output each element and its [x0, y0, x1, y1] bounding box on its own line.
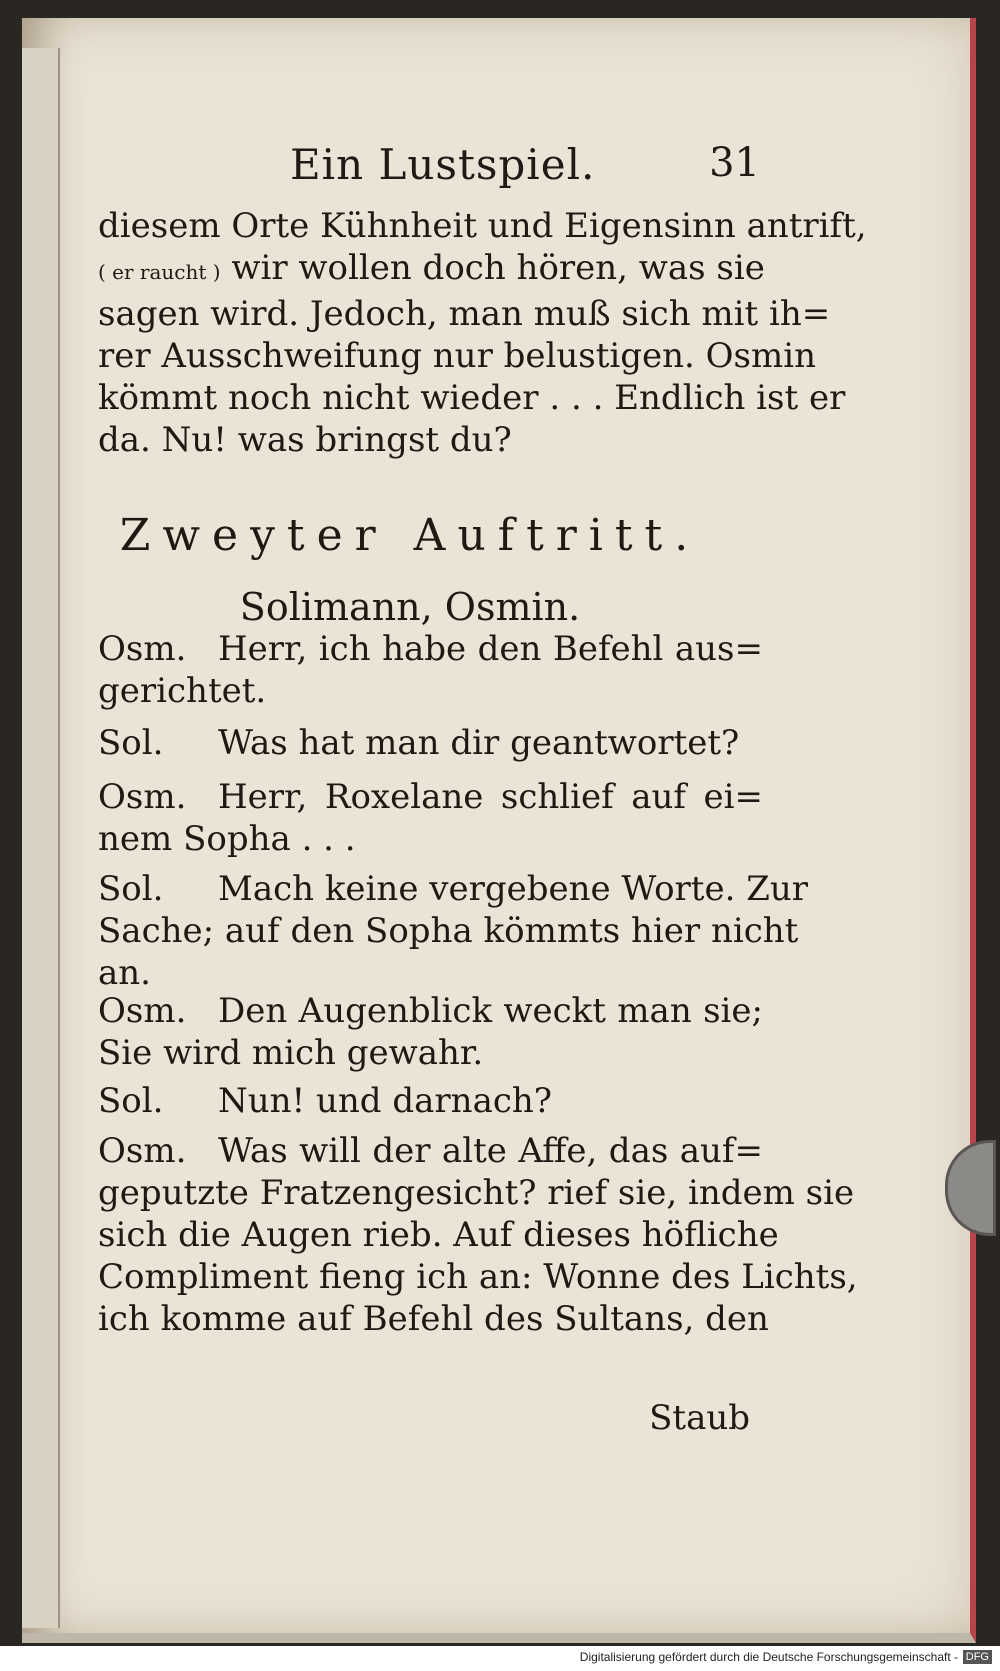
running-title: Ein Lustspiel.	[290, 140, 596, 189]
speech: Sol. Nun! und darnach?	[98, 1081, 553, 1121]
funding-credit: Digitalisierung gefördert durch die Deutsche Forschungsgemeinschaft -	[579, 1650, 958, 1664]
speech: Sol. Mach keine vergebene Worte. Zur Sache; auf den Sopha kömmts hier nicht an.	[98, 869, 808, 993]
scene-heading: Zweyter Auftritt.	[119, 510, 701, 561]
speaker: Osm.	[98, 629, 187, 669]
speech: Osm. Den Augenblick weckt man sie; Sie wird mich gewahr.	[98, 991, 763, 1073]
speech: Osm. Herr, Roxelane schlief auf ei= nem Sopha . . .	[98, 777, 763, 859]
speaker: Sol.	[98, 869, 164, 909]
body-line: rer Ausschweifung nur belustigen. Osmin	[98, 336, 817, 376]
character-list: Solimann, Osmin.	[239, 585, 581, 629]
stage-direction: ( er raucht )	[98, 260, 221, 284]
speech: Osm. Was will der alte Affe, das auf= geputzte Fratzengesicht? rief sie, indem sie sich die Augen rieb. Auf dieses höfliche Compliment fieng ich an: Wonne des Lichts, ich komme auf Befehl des Sultans, den	[98, 1131, 858, 1339]
facing-page-edge	[22, 48, 60, 1628]
speech: Sol. Was hat man dir geantwortet?	[98, 723, 740, 763]
page-number: 31	[709, 140, 760, 186]
speaker: Sol.	[98, 1081, 164, 1121]
running-header	[290, 140, 760, 200]
body-line: kömmt noch nicht wieder . . . Endlich ist er	[98, 378, 846, 418]
body-line: diesem Orte Kühnheit und Eigensinn antrift,	[98, 206, 867, 246]
speaker: Osm.	[98, 1131, 187, 1171]
body-line: ( er raucht ) wir wollen doch hören, was sie	[98, 248, 765, 288]
speaker: Osm.	[98, 777, 187, 817]
catchword: Staub	[649, 1398, 750, 1438]
body-text	[98, 205, 867, 461]
dfg-logo: DFG	[963, 1650, 992, 1664]
body-line: da. Nu! was bringst du?	[98, 420, 512, 460]
footer-bar	[0, 1646, 1000, 1671]
speech: Osm. Herr, ich habe den Befehl aus= gerichtet.	[98, 629, 763, 711]
speaker: Osm.	[98, 991, 187, 1031]
speaker: Sol.	[98, 723, 164, 763]
body-line: sagen wird. Jedoch, man muß sich mit ih=	[98, 294, 831, 334]
